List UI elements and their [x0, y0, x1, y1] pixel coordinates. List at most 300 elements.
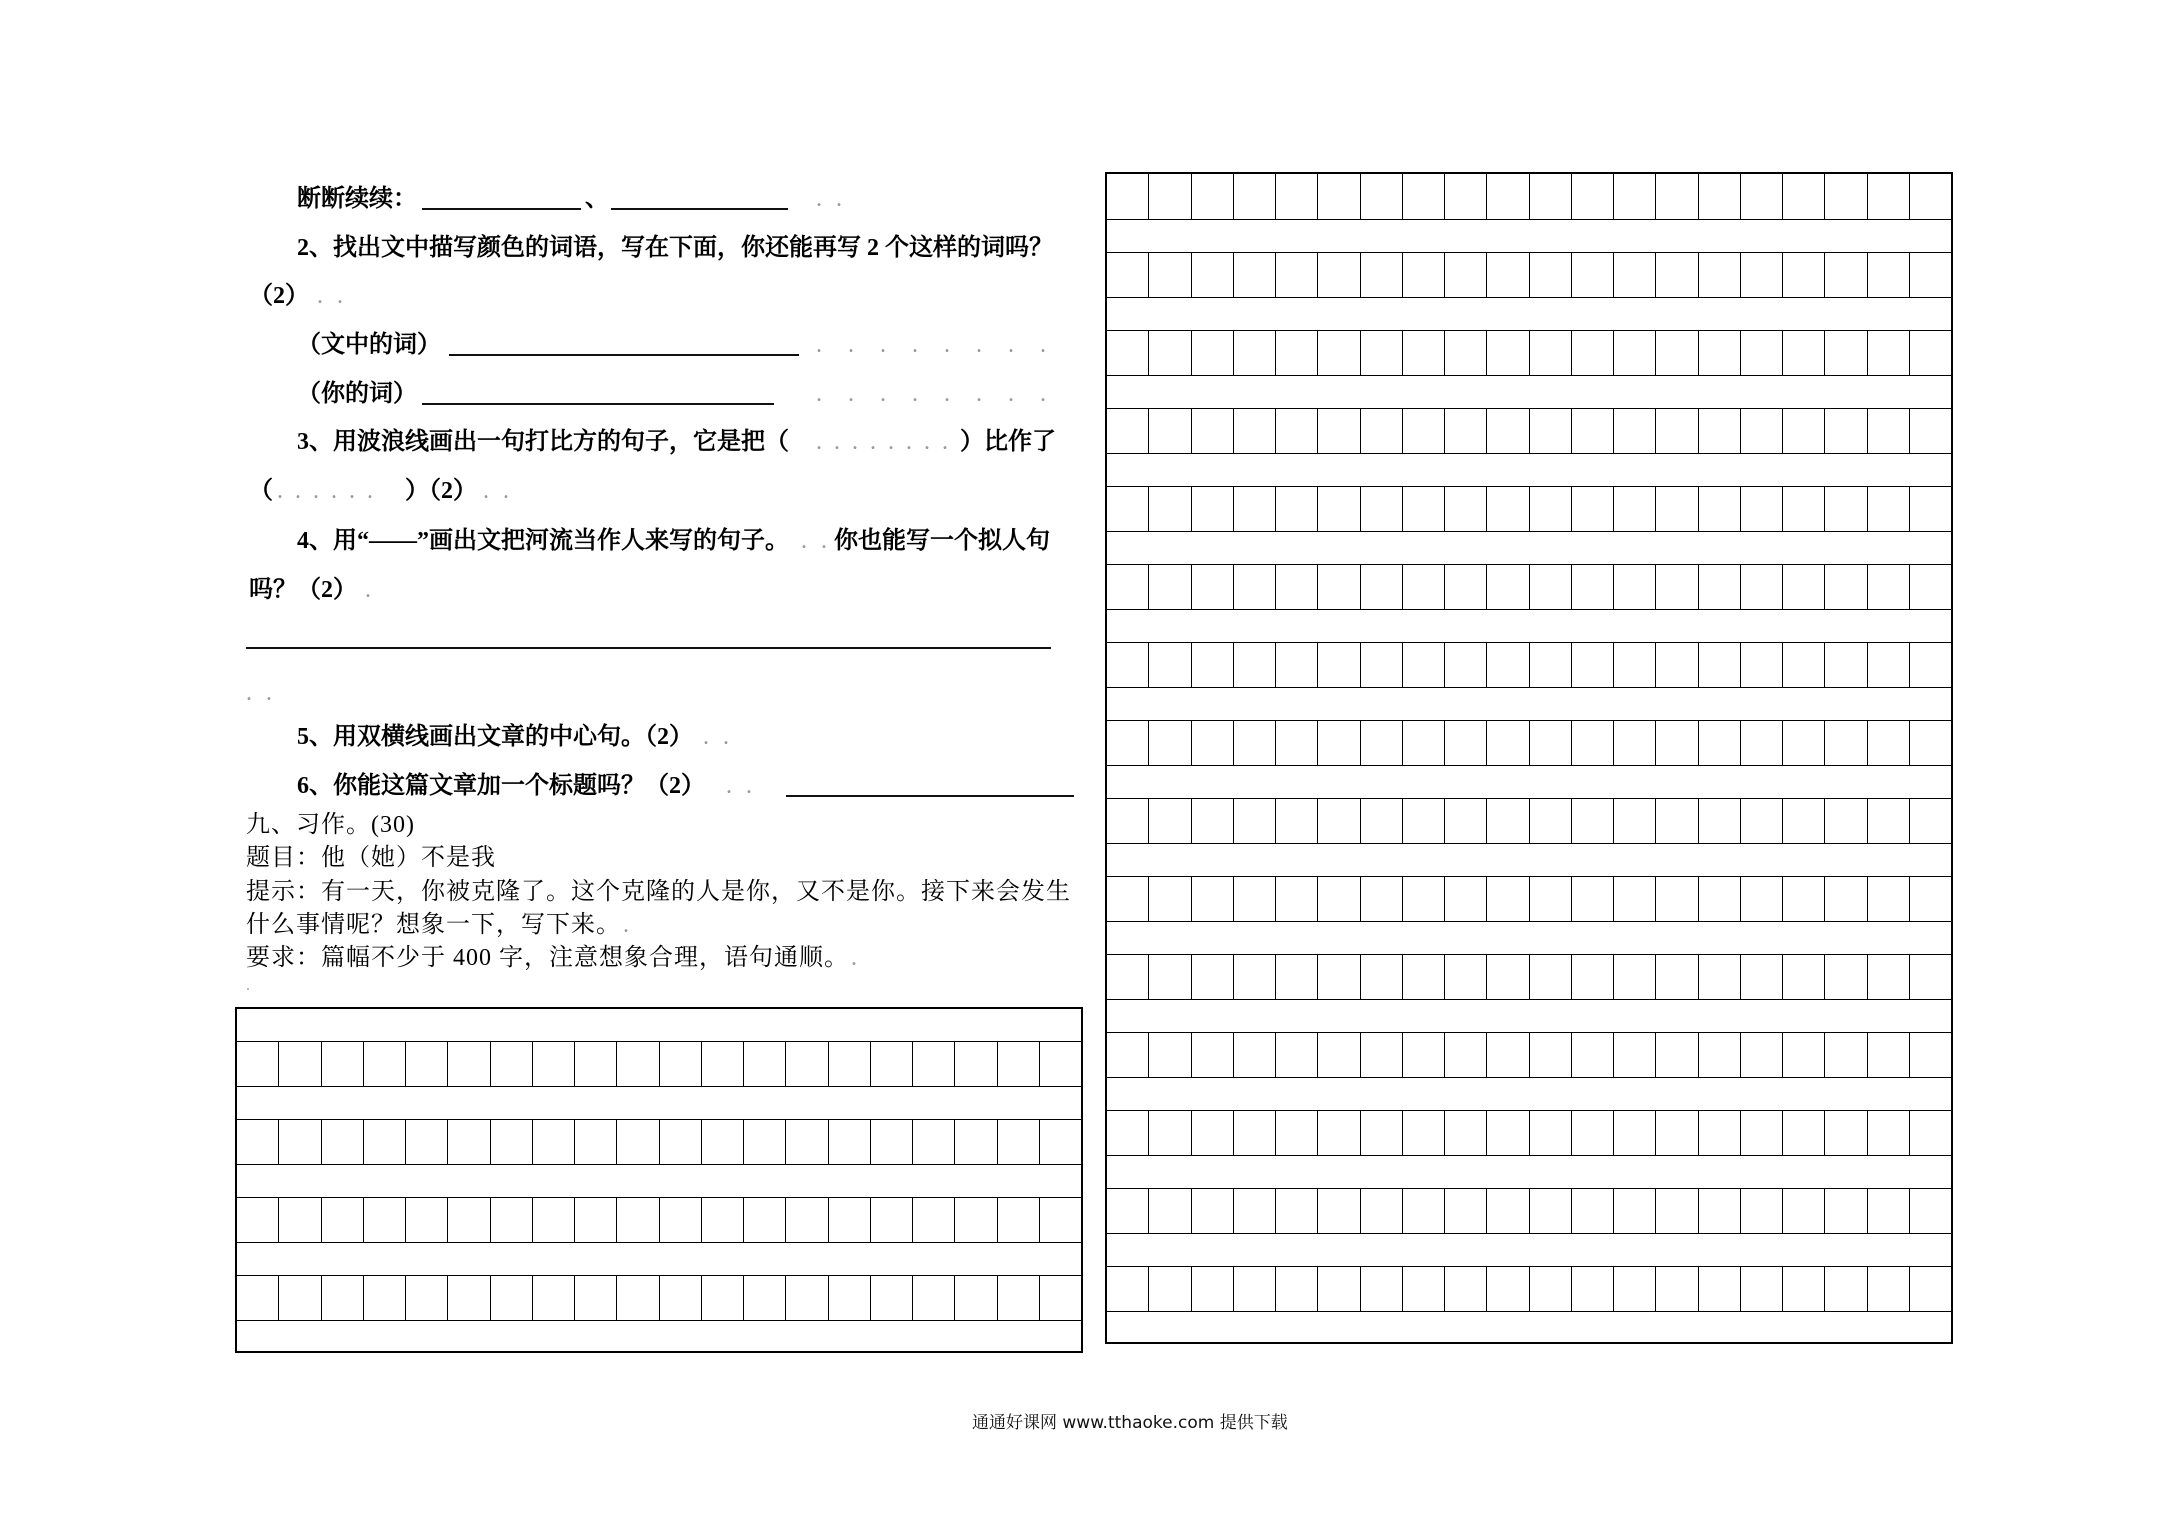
- grid-cell: [1656, 955, 1698, 999]
- grid-gap-row: [1107, 1312, 1951, 1344]
- grid-cell: [533, 1276, 575, 1320]
- grid-cell: [406, 1198, 448, 1242]
- grid-cell: [1487, 955, 1529, 999]
- grid-cell: [1234, 799, 1276, 843]
- grid-cell-row: [1107, 954, 1951, 1000]
- grid-cell: [1741, 1033, 1783, 1077]
- grid-cell: [1530, 955, 1572, 999]
- grid-cell: [1699, 955, 1741, 999]
- grid-cell: [237, 1198, 279, 1242]
- format-dots: . .: [246, 680, 276, 706]
- grid-cell: [1149, 409, 1191, 453]
- answer-blank: [611, 186, 788, 210]
- grid-cell: [1910, 955, 1951, 999]
- q3-line2: [249, 475, 513, 507]
- grid-cell: [1318, 643, 1360, 687]
- grid-cell: [1699, 643, 1741, 687]
- q4-text-end: 你也能写一个拟人句: [834, 528, 1050, 554]
- grid-cell: [1783, 1033, 1825, 1077]
- grid-cell: [1910, 487, 1951, 531]
- grid-cell: [786, 1276, 828, 1320]
- grid-cell: [1445, 331, 1487, 375]
- grid-cell: [1234, 253, 1276, 297]
- grid-cell: [1487, 565, 1529, 609]
- grid-cell: [1825, 331, 1867, 375]
- grid-cell: [1403, 1111, 1445, 1155]
- grid-cell: [1910, 721, 1951, 765]
- grid-cell: [1572, 1189, 1614, 1233]
- grid-cell: [491, 1198, 533, 1242]
- grid-cell: [1361, 487, 1403, 531]
- grid-cell: [1699, 253, 1741, 297]
- grid-cell: [871, 1198, 913, 1242]
- grid-cell: [1234, 565, 1276, 609]
- grid-cell: [786, 1120, 828, 1164]
- q1-label: 断断续续：: [297, 186, 417, 212]
- q3-score: ）（2）: [405, 478, 477, 504]
- q2-your-words-line: [297, 378, 1056, 410]
- grid-cell: [1149, 565, 1191, 609]
- grid-cell: [1149, 487, 1191, 531]
- grid-cell: [1192, 1189, 1234, 1233]
- grid-cell: [1614, 487, 1656, 531]
- grid-cell-row: [1107, 252, 1951, 298]
- grid-cell: [1530, 643, 1572, 687]
- grid-cell: [1234, 409, 1276, 453]
- grid-cell: [1783, 1267, 1825, 1311]
- grid-cell: [1783, 877, 1825, 921]
- grid-cell: [1192, 643, 1234, 687]
- grid-cell: [364, 1120, 406, 1164]
- grid-cell: [1361, 955, 1403, 999]
- grid-cell: [1614, 1111, 1656, 1155]
- grid-cell: [1910, 174, 1951, 219]
- format-dots: . .: [483, 478, 513, 504]
- grid-cell: [1572, 877, 1614, 921]
- grid-gap-row: [237, 1321, 1081, 1353]
- grid-cell: [1741, 331, 1783, 375]
- q2-text-words-label: （文中的词）: [297, 332, 441, 358]
- grid-cell-row: [237, 1197, 1081, 1243]
- grid-cell: [1361, 799, 1403, 843]
- grid-cell: [322, 1042, 364, 1086]
- grid-cell: [448, 1120, 490, 1164]
- grid-cell: [1783, 799, 1825, 843]
- grid-cell: [1318, 1267, 1360, 1311]
- grid-cell: [1910, 643, 1951, 687]
- answer-blank: [422, 381, 774, 405]
- grid-cell: [1234, 721, 1276, 765]
- grid-cell: [1234, 1111, 1276, 1155]
- grid-cell: [1614, 174, 1656, 219]
- grid-cell: [1040, 1276, 1081, 1320]
- grid-cell: [702, 1198, 744, 1242]
- format-dots: .: [623, 912, 633, 938]
- grid-cell: [575, 1276, 617, 1320]
- grid-cell: [617, 1120, 659, 1164]
- grid-gap-row: [1107, 766, 1951, 798]
- grid-cell: [1361, 877, 1403, 921]
- grid-cell: [1487, 253, 1529, 297]
- grid-cell: [1149, 955, 1191, 999]
- grid-cell: [1107, 1267, 1149, 1311]
- grid-cell: [1276, 1111, 1318, 1155]
- grid-cell: [955, 1120, 997, 1164]
- grid-gap-row: [1107, 1078, 1951, 1110]
- grid-cell: [617, 1276, 659, 1320]
- grid-cell: [1403, 565, 1445, 609]
- grid-cell-row: [1107, 486, 1951, 532]
- grid-cell: [448, 1198, 490, 1242]
- grid-cell: [1825, 565, 1867, 609]
- grid-cell: [1276, 1033, 1318, 1077]
- grid-cell-row: [237, 1119, 1081, 1165]
- writing-grid-right: [1105, 172, 1953, 1344]
- grid-cell: [1192, 253, 1234, 297]
- grid-cell: [1361, 409, 1403, 453]
- grid-cell: [1572, 643, 1614, 687]
- grid-cell: [1656, 487, 1698, 531]
- grid-cell: [1699, 174, 1741, 219]
- grid-cell: [1487, 331, 1529, 375]
- grid-cell: [1910, 409, 1951, 453]
- grid-cell: [1149, 1033, 1191, 1077]
- grid-cell: [1361, 174, 1403, 219]
- grid-cell: [1614, 1189, 1656, 1233]
- grid-cell: [617, 1198, 659, 1242]
- grid-cell: [1825, 1033, 1867, 1077]
- grid-cell: [1741, 487, 1783, 531]
- grid-cell: [1276, 1267, 1318, 1311]
- grid-gap-row: [1107, 532, 1951, 564]
- grid-cell: [1149, 174, 1191, 219]
- grid-cell: [1403, 409, 1445, 453]
- grid-cell: [1530, 799, 1572, 843]
- grid-cell: [1868, 253, 1910, 297]
- q3-text-end: ）比作了: [960, 429, 1056, 455]
- grid-cell: [1445, 174, 1487, 219]
- q2-text: 2、找出文中描写颜色的词语，写在下面，你还能再写 2 个这样的词吗？: [297, 235, 1053, 261]
- grid-cell: [998, 1198, 1040, 1242]
- grid-cell: [237, 1042, 279, 1086]
- grid-cell: [1107, 799, 1149, 843]
- grid-cell: [1741, 799, 1783, 843]
- answer-line: [246, 647, 1051, 649]
- grid-cell: [1910, 877, 1951, 921]
- grid-cell: [1192, 955, 1234, 999]
- grid-cell: [1572, 487, 1614, 531]
- grid-cell: [1149, 253, 1191, 297]
- grid-cell: [1868, 565, 1910, 609]
- grid-cell-row: [1107, 720, 1951, 766]
- grid-cell: [1318, 721, 1360, 765]
- grid-cell: [1361, 565, 1403, 609]
- grid-cell: [1318, 877, 1360, 921]
- grid-cell: [1149, 1267, 1191, 1311]
- grid-cell: [1614, 565, 1656, 609]
- q6-text: 6、你能这篇文章加一个标题吗？（2）: [297, 773, 705, 799]
- grid-cell: [1614, 253, 1656, 297]
- grid-cell: [1403, 643, 1445, 687]
- grid-cell: [1868, 799, 1910, 843]
- grid-cell: [448, 1276, 490, 1320]
- grid-cell: [533, 1198, 575, 1242]
- grid-cell: [1487, 643, 1529, 687]
- grid-cell: [364, 1198, 406, 1242]
- grid-gap-row: [1107, 220, 1951, 252]
- composition-requirement-text: 要求：篇幅不少于 400 字，注意想象合理，语句通顺。: [246, 945, 849, 971]
- grid-cell: [1614, 643, 1656, 687]
- grid-cell: [1403, 799, 1445, 843]
- grid-cell: [1572, 331, 1614, 375]
- format-dots: . .: [317, 283, 347, 309]
- q3-open-paren: （: [249, 478, 273, 504]
- format-dots: .: [246, 977, 254, 994]
- answer-blank: [449, 332, 799, 356]
- grid-cell: [1572, 955, 1614, 999]
- format-dots: . .: [816, 186, 846, 212]
- format-dots: . . . . . .: [277, 478, 376, 504]
- grid-cell: [364, 1276, 406, 1320]
- grid-cell: [1656, 1111, 1698, 1155]
- grid-cell: [1361, 1033, 1403, 1077]
- format-dots: .: [851, 945, 861, 971]
- grid-cell: [406, 1042, 448, 1086]
- grid-cell: [1530, 721, 1572, 765]
- grid-cell: [491, 1120, 533, 1164]
- grid-cell: [1318, 1111, 1360, 1155]
- composition-title: 题目：他（她）不是我: [246, 845, 496, 871]
- grid-cell: [1107, 409, 1149, 453]
- grid-cell: [1276, 331, 1318, 375]
- grid-cell: [1699, 487, 1741, 531]
- grid-cell: [1572, 174, 1614, 219]
- grid-cell: [1192, 565, 1234, 609]
- grid-cell-row: [237, 1041, 1081, 1087]
- grid-cell: [575, 1042, 617, 1086]
- grid-cell: [1783, 721, 1825, 765]
- composition-trailing-dot: [246, 976, 254, 996]
- grid-cell: [1825, 799, 1867, 843]
- grid-cell: [1699, 799, 1741, 843]
- page-footer: 通通好课网 www.tthaoke.com 提供下载: [972, 1413, 1288, 1433]
- grid-cell: [575, 1120, 617, 1164]
- q4-score: 吗？（2）: [249, 577, 357, 603]
- grid-cell: [1656, 1033, 1698, 1077]
- grid-cell: [1487, 877, 1529, 921]
- grid-cell: [1656, 174, 1698, 219]
- grid-cell: [1403, 955, 1445, 999]
- grid-cell: [1868, 409, 1910, 453]
- format-dots: . .: [703, 724, 733, 750]
- grid-cell: [1318, 565, 1360, 609]
- grid-cell: [617, 1042, 659, 1086]
- grid-cell: [1783, 955, 1825, 999]
- grid-cell: [1487, 799, 1529, 843]
- grid-cell: [1825, 253, 1867, 297]
- grid-cell: [1445, 487, 1487, 531]
- grid-cell: [1699, 565, 1741, 609]
- grid-cell-row: [1107, 330, 1951, 376]
- grid-cell: [1149, 643, 1191, 687]
- grid-cell: [1318, 253, 1360, 297]
- grid-cell: [1487, 1033, 1529, 1077]
- grid-cell: [1487, 487, 1529, 531]
- grid-cell: [1783, 253, 1825, 297]
- grid-cell: [1530, 1033, 1572, 1077]
- grid-cell: [1572, 565, 1614, 609]
- grid-cell: [279, 1120, 321, 1164]
- grid-cell: [1107, 1189, 1149, 1233]
- grid-cell: [1825, 721, 1867, 765]
- grid-cell: [1868, 487, 1910, 531]
- grid-cell: [1868, 1111, 1910, 1155]
- grid-cell: [1149, 721, 1191, 765]
- grid-cell: [1741, 174, 1783, 219]
- grid-cell: [1107, 253, 1149, 297]
- grid-cell: [1741, 1111, 1783, 1155]
- grid-cell: [1107, 565, 1149, 609]
- grid-cell: [1445, 955, 1487, 999]
- grid-cell: [1445, 643, 1487, 687]
- grid-cell: [1868, 1267, 1910, 1311]
- answer-blank: [422, 186, 581, 210]
- grid-gap-row: [237, 1087, 1081, 1119]
- grid-cell: [448, 1042, 490, 1086]
- grid-cell: [1403, 1267, 1445, 1311]
- grid-cell: [1783, 1189, 1825, 1233]
- grid-cell: [1910, 1267, 1951, 1311]
- grid-cell: [1656, 877, 1698, 921]
- grid-cell: [1276, 643, 1318, 687]
- grid-gap-row: [1107, 1156, 1951, 1188]
- grid-cell: [955, 1276, 997, 1320]
- grid-cell: [1234, 877, 1276, 921]
- q3-line1: [297, 426, 1056, 458]
- grid-cell: [1825, 643, 1867, 687]
- grid-gap-row: [1107, 844, 1951, 876]
- grid-cell: [1107, 487, 1149, 531]
- grid-cell: [660, 1042, 702, 1086]
- grid-cell: [1530, 331, 1572, 375]
- grid-cell: [1107, 1111, 1149, 1155]
- grid-cell: [1361, 331, 1403, 375]
- grid-cell: [1107, 955, 1149, 999]
- grid-cell: [1868, 174, 1910, 219]
- grid-cell: [1445, 1189, 1487, 1233]
- grid-cell: [1276, 174, 1318, 219]
- grid-cell: [1361, 1267, 1403, 1311]
- q6-line: [297, 770, 1074, 802]
- grid-cell: [1276, 253, 1318, 297]
- grid-cell: [702, 1276, 744, 1320]
- grid-cell: [1192, 877, 1234, 921]
- grid-cell: [1192, 721, 1234, 765]
- grid-cell: [1107, 331, 1149, 375]
- grid-cell: [1910, 799, 1951, 843]
- grid-cell: [1910, 1189, 1951, 1233]
- grid-cell: [1318, 1189, 1360, 1233]
- grid-cell: [1825, 487, 1867, 531]
- grid-cell: [1107, 1033, 1149, 1077]
- q3-text: 3、用波浪线画出一句打比方的句子，它是把（: [297, 429, 789, 455]
- grid-cell: [1741, 643, 1783, 687]
- grid-cell: [1192, 1033, 1234, 1077]
- grid-cell: [1572, 253, 1614, 297]
- grid-cell: [364, 1042, 406, 1086]
- grid-gap-row: [1107, 610, 1951, 642]
- grid-cell: [1910, 565, 1951, 609]
- grid-cell: [1361, 721, 1403, 765]
- grid-cell: [1614, 1033, 1656, 1077]
- grid-cell: [1487, 1111, 1529, 1155]
- grid-cell-row: [1107, 408, 1951, 454]
- grid-cell: [533, 1042, 575, 1086]
- grid-cell: [1149, 877, 1191, 921]
- grid-cell-row: [1107, 876, 1951, 922]
- grid-cell: [1107, 877, 1149, 921]
- grid-gap-row: [1107, 688, 1951, 720]
- grid-cell: [1445, 1111, 1487, 1155]
- grid-gap-row: [1107, 1000, 1951, 1032]
- grid-cell: [1403, 1189, 1445, 1233]
- grid-cell: [1234, 1267, 1276, 1311]
- grid-cell: [998, 1276, 1040, 1320]
- grid-cell: [1699, 1189, 1741, 1233]
- format-dots: . . . . . . . .: [816, 332, 1056, 358]
- grid-cell: [1149, 331, 1191, 375]
- grid-cell-row: [1107, 174, 1951, 220]
- grid-cell: [1825, 955, 1867, 999]
- grid-cell: [1276, 487, 1318, 531]
- grid-cell: [1825, 1267, 1867, 1311]
- q1-separator: 、: [585, 186, 609, 212]
- q4-line2: [249, 574, 375, 606]
- grid-cell: [1614, 409, 1656, 453]
- grid-cell-row: [1107, 642, 1951, 688]
- grid-cell: [1614, 331, 1656, 375]
- grid-cell: [1910, 253, 1951, 297]
- grid-cell: [491, 1042, 533, 1086]
- grid-cell: [406, 1120, 448, 1164]
- grid-cell: [1530, 487, 1572, 531]
- grid-cell: [279, 1042, 321, 1086]
- q2-text-words-line: [297, 329, 1056, 361]
- grid-cell: [279, 1198, 321, 1242]
- grid-cell-row: [1107, 1110, 1951, 1156]
- grid-cell: [1040, 1198, 1081, 1242]
- answer-blank: [786, 773, 1074, 797]
- composition-hint-text: 什么事情呢？想象一下，写下来。: [246, 912, 621, 938]
- grid-cell-row: [1107, 798, 1951, 844]
- grid-cell: [913, 1198, 955, 1242]
- grid-cell: [1530, 253, 1572, 297]
- grid-cell: [1868, 1033, 1910, 1077]
- grid-cell: [1107, 174, 1149, 219]
- grid-cell: [660, 1198, 702, 1242]
- grid-cell: [1741, 409, 1783, 453]
- grid-cell: [1487, 409, 1529, 453]
- grid-cell: [913, 1276, 955, 1320]
- grid-cell: [1699, 877, 1741, 921]
- grid-cell: [1192, 1267, 1234, 1311]
- grid-cell: [1318, 487, 1360, 531]
- grid-cell: [406, 1276, 448, 1320]
- grid-cell: [1487, 721, 1529, 765]
- grid-cell: [1699, 1267, 1741, 1311]
- grid-cell: [1741, 1189, 1783, 1233]
- grid-cell: [955, 1042, 997, 1086]
